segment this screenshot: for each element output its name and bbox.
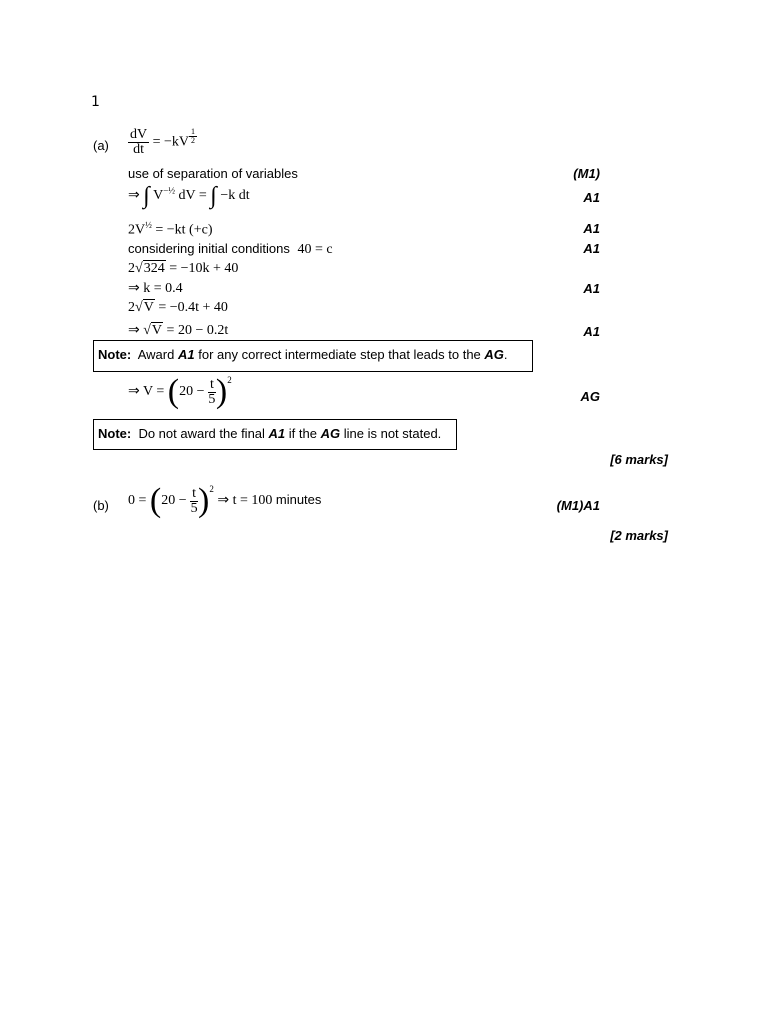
sqrt-v-equation: 2√V = −0.4t + 40 — [128, 300, 228, 315]
k-value: ⇒ k = 0.4 — [128, 281, 183, 296]
question-number: 1 — [91, 94, 100, 110]
mark-part-b: (M1)A1 — [556, 498, 600, 513]
integral-equation: ⇒ ∫ $V^{-\frac{1}{2}}$ dV = ∫ −k dt — [128, 183, 250, 209]
sqrt-v-solved: ⇒ √V = 20 − 0.2t — [128, 323, 229, 338]
initial-conditions: considering initial conditions 40 = c — [128, 241, 333, 257]
solved-equation: $2V^{\frac{1}{2}} = -kt$ (+c) — [128, 220, 213, 238]
sqrt-324-equation: 2√324 = −10k + 40 — [128, 261, 239, 276]
mark-separation: (M1) — [573, 166, 600, 181]
mark-sqrt-v: A1 — [583, 324, 600, 339]
integral-sign-left: ∫ — [143, 183, 150, 209]
total-part-a: [6 marks] — [610, 452, 668, 467]
note-do-not-award: Note: Do not award the final A1 if the AG line is not stated. — [93, 419, 457, 450]
b-t-over-5-fraction: $\frac{t}{5}$ — [190, 485, 198, 516]
mark-integral: A1 — [583, 190, 600, 205]
derivative-fraction: $\frac{dV}{dt}$ — [130, 127, 148, 157]
mark-ag: AG — [580, 389, 600, 404]
mark-solved: A1 — [583, 221, 600, 236]
separation-text: use of separation of variables — [128, 166, 298, 181]
mark-initial: A1 — [583, 241, 600, 256]
final-equation: ⇒ V = (20 − $\frac{t}{5}$ )$^2$ — [128, 373, 232, 410]
part-b-equation: 0 = (20 − $\frac{t}{5}$ )$^2$ ⇒ t = 100 minutes — [128, 482, 322, 519]
mark-k: A1 — [583, 281, 600, 296]
total-part-b: [2 marks] — [610, 528, 668, 543]
given-equation: $\frac{dV}{dt}$ = −kV $\frac{1}{2}$ — [130, 127, 196, 157]
exponent-fraction: $\frac{1}{2}$ — [191, 127, 196, 145]
part-b-label: (b) — [93, 498, 109, 513]
part-a-label: (a) — [93, 138, 109, 153]
note-award-a1: Note: Award A1 for any correct intermediate step that leads to the AG. — [93, 340, 533, 372]
integral-sign-right: ∫ — [210, 183, 217, 209]
t-over-5-fraction: $\frac{t}{5}$ — [208, 376, 216, 407]
